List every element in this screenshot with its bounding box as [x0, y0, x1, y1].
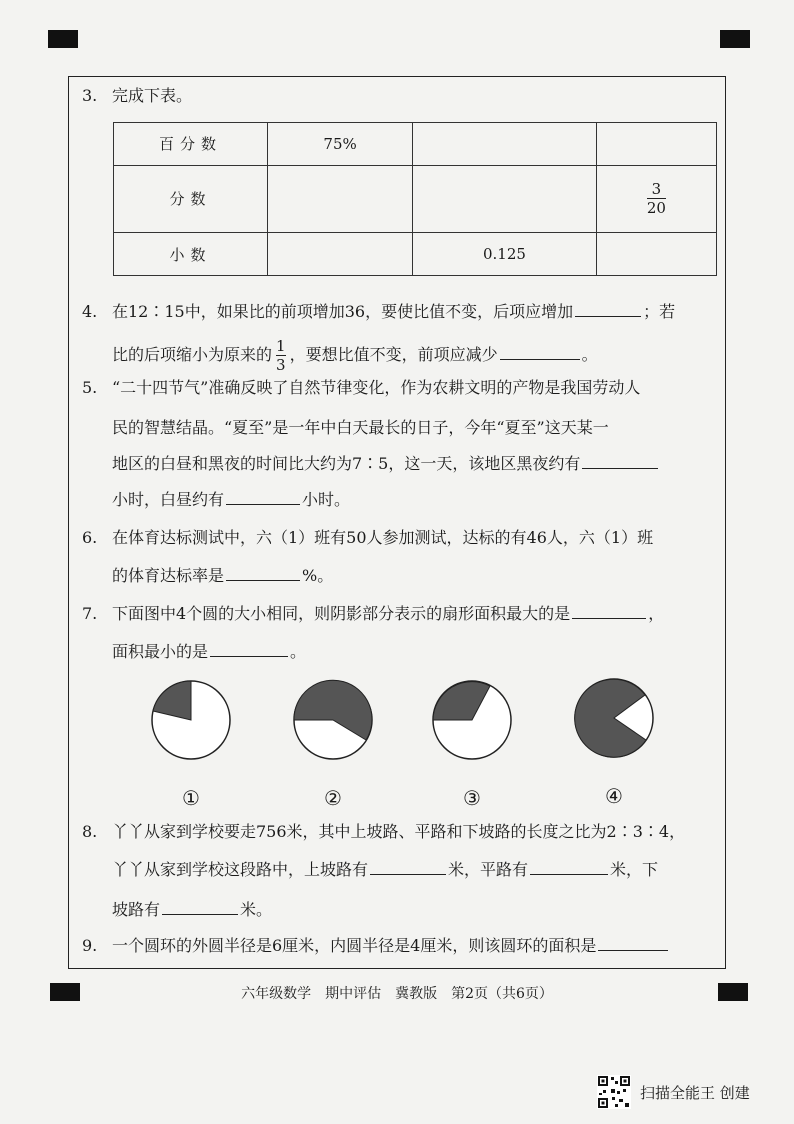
question-text: 比的后项缩小为原来的: [112, 345, 273, 364]
question-text: ，: [648, 604, 665, 623]
question-text: 地区的白昼和黑夜的时间比大约为7∶5，这一天，该地区黑夜约有: [112, 454, 581, 473]
question-text: 在12∶15中，如果比的前项增加36，要使比值不变，后项应增加: [112, 302, 574, 321]
circle-figure-1: [152, 681, 230, 759]
question-text: 在体育达标测试中，六（1）班有50人参加测试，达标的有46人，六（1）班: [112, 528, 654, 547]
question-text: 。: [290, 642, 307, 661]
question-text: 下面图中4个圆的大小相同，则阴影部分表示的扇形面积最大的是: [112, 604, 571, 623]
question-number: 3.: [82, 86, 98, 105]
answer-blank[interactable]: [162, 900, 238, 915]
question-text: 丫丫从家到学校要走756米，其中上坡路、平路和下坡路的长度之比为2∶3∶4，: [112, 822, 686, 841]
table-cell: 0.125: [413, 233, 597, 276]
question-text: ，要想比值不变，前项应减少: [289, 345, 498, 364]
circle-label-3: ③: [463, 786, 481, 810]
answer-blank[interactable]: [530, 860, 608, 875]
question-text: 的体育达标率是: [112, 566, 225, 585]
question-text: 小时，白昼约有: [112, 490, 225, 509]
fraction-numerator: 1: [276, 337, 286, 355]
qr-code-icon: [597, 1075, 631, 1109]
question-text: 丫丫从家到学校这段路中，上坡路有: [112, 860, 369, 879]
question-8-line-2: [112, 860, 658, 880]
circle-figure-4: [575, 679, 653, 757]
circle-figure-3: [433, 681, 511, 759]
question-8: [82, 822, 685, 842]
fraction-denominator: 3: [276, 356, 286, 374]
question-text: 小时。: [302, 490, 351, 509]
question-text: ；若: [643, 302, 676, 321]
question-number: 4.: [82, 302, 98, 321]
scanner-watermark: 扫描全能王 创建: [640, 1084, 750, 1102]
question-number: 7.: [82, 604, 98, 623]
circle-label-4: ④: [605, 784, 623, 808]
circle-label-2: ②: [324, 786, 342, 810]
question-text: 一个圆环的外圆半径是6厘米，内圆半径是4厘米，则该圆环的面积是: [112, 936, 597, 955]
table-cell: 75%: [268, 123, 413, 166]
question-text: 。: [581, 345, 598, 364]
question-number: 9.: [82, 936, 98, 955]
answer-blank[interactable]: [598, 936, 668, 951]
question-text: 米。: [240, 900, 273, 919]
question-number: 8.: [82, 822, 98, 841]
question-number: 6.: [82, 528, 98, 547]
fraction-numerator: 3: [651, 180, 662, 199]
question-number: 5.: [82, 378, 98, 397]
question-9: [82, 936, 670, 956]
circle-label-1: ①: [182, 786, 200, 810]
question-text: 坡路有: [112, 900, 161, 919]
question-text: “二十四节气”准确反映了自然节律变化，作为农耕文明的产物是我国劳动人: [112, 378, 641, 397]
fraction-denominator: 20: [646, 199, 666, 218]
question-text: 完成下表。: [112, 86, 193, 105]
question-text: 民的智慧结晶。“夏至”是一年中白天最长的日子，今年“夏至”这天某一: [112, 418, 609, 437]
question-text: %。: [302, 566, 334, 585]
row-header: 分数: [114, 165, 268, 233]
page-footer: 六年级数学 期中评估 冀教版 第2页（共6页）: [241, 986, 553, 1002]
question-text: 米，平路有: [448, 860, 529, 879]
question-8-line-3: [112, 900, 272, 920]
row-header: 小数: [114, 233, 268, 276]
question-text: 面积最小的是: [112, 642, 209, 661]
row-header: 百分数: [114, 123, 268, 166]
circle-figure-2: [294, 680, 372, 759]
question-text: 米，下: [610, 860, 659, 879]
answer-blank[interactable]: [370, 860, 446, 875]
